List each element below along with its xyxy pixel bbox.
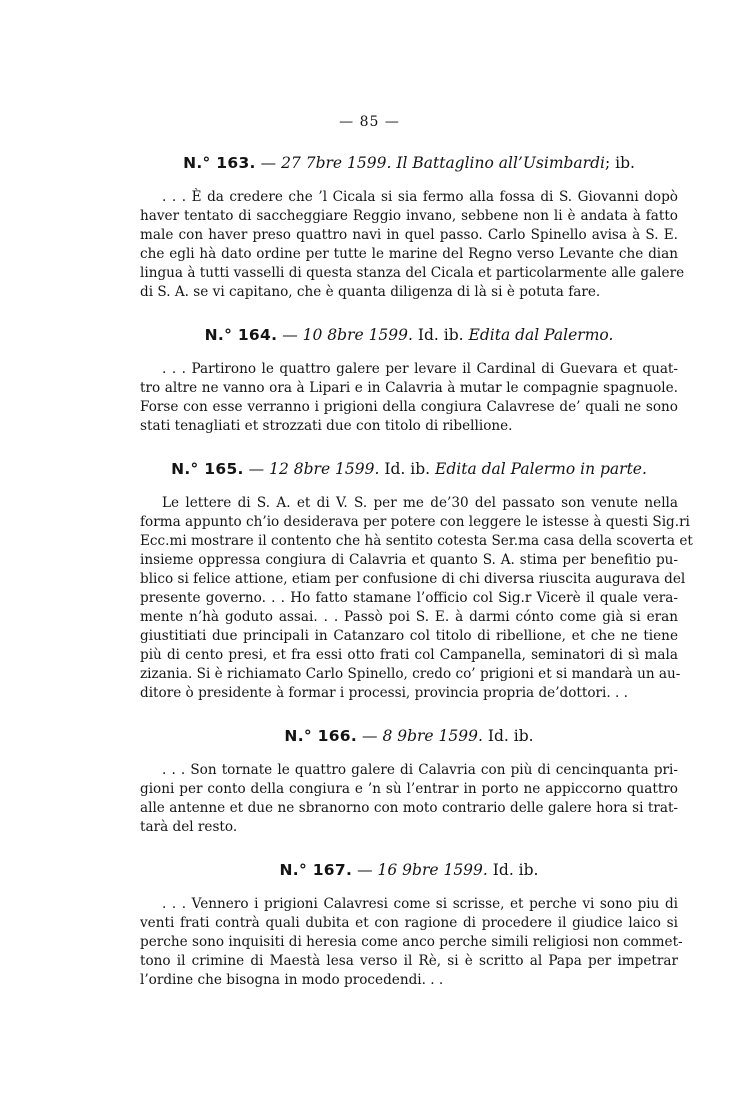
letter-sender: Id. ib. <box>417 326 464 344</box>
text-line: tarà del resto. <box>140 819 238 835</box>
letter-sender: Id. ib. <box>492 861 539 879</box>
letter-heading <box>140 324 678 346</box>
text-line: che egli hà dato ordine per tutte le marine del Regno verso Levante che dian <box>140 246 678 262</box>
page-number: — 85 — <box>339 114 400 130</box>
text-line: più di cento presi, et fra essi otto frati col Campanella, seminatori di sì mala <box>140 647 678 663</box>
letter-body <box>140 895 683 990</box>
letter-body <box>140 188 685 302</box>
text-line: l’ordine che bisogna in modo procedendi. . . <box>140 972 444 988</box>
letter-164 <box>140 324 678 436</box>
text-line: male con haver preso quattro navi in quel passo. Carlo Spinello avisa à S. E. <box>140 227 678 243</box>
text-line: zizania. Si è richiamato Carlo Spinello, credo co’ prigioni et si mandarà un au- <box>140 666 681 682</box>
text-line: forma appunto ch’io desiderava per potere con leggere le istesse à questi Sig.ri <box>140 514 690 530</box>
text-line: Forse con esse verranno i prigioni della congiura Calavrese de’ quali ne sono <box>140 399 678 415</box>
letter-163 <box>140 152 685 302</box>
letter-sender: Il Battaglino all’Usimbardi <box>396 154 605 172</box>
text-line: insieme oppressa congiura di Calavria et quanto S. A. stima per benefitio pu- <box>140 552 678 568</box>
letter-date: — 10 8bre 1599. <box>282 326 413 344</box>
letter-suffix: Edita dal Palermo. <box>468 326 614 344</box>
text-line: ditore ò presidente à formar i processi, provincia propria de’dottori. . . <box>140 685 628 701</box>
text-line: lingua à tutti vasselli di questa stanza del Cicala et particolarmente alle galere <box>140 265 685 281</box>
letter-body <box>140 761 678 837</box>
letter-date: — 16 9bre 1599. <box>357 861 488 879</box>
text-line: perche sono inquisiti di heresia come anco perche simili religiosi non commet- <box>140 934 683 950</box>
text-line: . . . Son tornate le quattro galere di Calavria con più di cencinquanta pri- <box>162 762 678 778</box>
letter-number: N.° 164. <box>204 326 278 344</box>
letter-suffix: Edita dal Palermo in parte. <box>435 460 647 478</box>
text-line: Ecc.mi mostrare il contento che hà sentito cotesta Ser.ma casa della scoverta et <box>140 533 693 549</box>
letter-heading <box>140 725 678 747</box>
letter-body <box>140 360 678 436</box>
letters-container <box>140 152 693 1012</box>
text-line: Le lettere di S. A. et di V. S. per me de’30 del passato son venute nella <box>162 495 678 511</box>
letter-165 <box>140 458 693 703</box>
text-line: . . . È da credere che ’l Cicala si sia fermo alla fossa di S. Giovanni dopò <box>162 189 678 205</box>
text-line: venti frati contrà quali dubita et con ragione di procedere il giudice laico si <box>140 915 678 931</box>
text-line: . . . Partirono le quattro galere per levare il Cardinal di Guevara et quat- <box>162 361 678 377</box>
text-line: stati tenagliati et strozzati due con titolo di ribellione. <box>140 418 513 434</box>
text-line: mente n’hà goduto assai. . . Passò poi S. E. à darmi cónto come già si eran <box>140 609 678 625</box>
letter-date: — 27 7bre 1599. <box>260 154 392 172</box>
letter-167 <box>140 859 683 990</box>
text-line: gioni per conto della congiura e ’n sù l’entrar in porto ne appiccorno quattro <box>140 781 678 797</box>
text-line: tro altre ne vanno ora à Lipari e in Calavria à mutar le compagnie spagnuole. <box>140 380 678 396</box>
letter-sender: Id. ib. <box>384 460 431 478</box>
letter-sender: Id. ib. <box>487 727 534 745</box>
text-line: haver tentato di saccheggiare Reggio invano, sebbene non li è andata à fatto <box>140 208 678 224</box>
letter-number: N.° 165. <box>171 460 244 478</box>
letter-heading <box>140 859 678 881</box>
letter-suffix: ; ib. <box>604 154 635 172</box>
letter-body <box>140 494 693 703</box>
letter-number: N.° 163. <box>183 154 256 172</box>
text-line: tono il crimine di Maestà lesa verso il Rè, si è scritto al Papa per impetrar <box>140 953 678 969</box>
letter-number: N.° 167. <box>279 861 353 879</box>
text-line: alle antenne et due ne sbranorno con moto contrario delle galere hora si trat- <box>140 800 678 816</box>
letter-number: N.° 166. <box>284 727 358 745</box>
letter-heading <box>140 152 678 174</box>
text-line: blico si felice attione, etiam per confusione di chi diversa riuscita augurava del <box>140 571 686 587</box>
text-line: giustitiati due principali in Catanzaro col titolo di ribellione, et che ne tiene <box>140 628 678 644</box>
text-line: di S. A. se vi capitano, che è quanta diligenza di là si è potuta fare. <box>140 284 601 300</box>
letter-heading <box>140 458 678 480</box>
letter-166 <box>140 725 678 837</box>
text-line: presente governo. . . Ho fatto stamane l’officio col Sig.r Vicerè il quale vera- <box>140 590 678 606</box>
letter-date: — 12 8bre 1599. <box>248 460 380 478</box>
text-line: . . . Vennero i prigioni Calavresi come si scrisse, et perche vi sono piu di <box>162 896 678 912</box>
letter-date: — 8 9bre 1599. <box>362 727 483 745</box>
